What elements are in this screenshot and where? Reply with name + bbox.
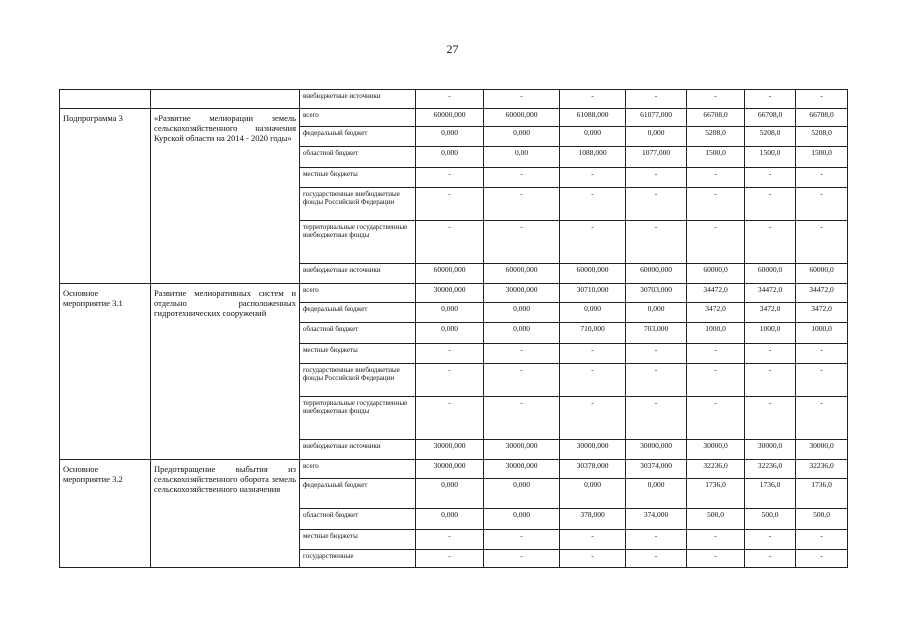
value-cell: -: [626, 550, 687, 568]
value-cell: 0,000: [560, 479, 626, 509]
value-cell: -: [560, 344, 626, 364]
funding-source: территориальные государственные внебюджетные фонды: [300, 397, 416, 440]
program-name: Основное мероприятие 3.1: [60, 284, 151, 460]
value-cell: -: [484, 188, 560, 221]
value-cell: 0,000: [560, 303, 626, 323]
value-cell: -: [484, 550, 560, 568]
table-row: [60, 284, 848, 303]
value-cell: -: [560, 188, 626, 221]
value-cell: -: [484, 344, 560, 364]
value-cell: 30000,000: [484, 460, 560, 479]
program-title: «Развитие мелиорации земель сельскохозяйственного назначения Курской области на 2014 - 2020 годы»: [151, 109, 300, 284]
value-cell: -: [796, 168, 848, 188]
value-cell: -: [745, 397, 796, 440]
funding-source: местные бюджеты: [300, 530, 416, 550]
value-cell: 32236,0: [796, 460, 848, 479]
value-cell: -: [745, 530, 796, 550]
value-cell: -: [416, 364, 484, 397]
value-cell: -: [416, 397, 484, 440]
value-cell: -: [687, 168, 745, 188]
value-cell: 0,000: [416, 303, 484, 323]
value-cell: 60000,0: [796, 264, 848, 284]
funding-source: федеральный бюджет: [300, 479, 416, 509]
value-cell: -: [796, 530, 848, 550]
value-cell: -: [745, 344, 796, 364]
value-cell: -: [745, 188, 796, 221]
value-cell: 60000,000: [626, 264, 687, 284]
value-cell: 30000,000: [416, 284, 484, 303]
value-cell: 30000,000: [626, 440, 687, 460]
value-cell: -: [796, 344, 848, 364]
value-cell: 378,000: [560, 509, 626, 530]
value-cell: -: [796, 550, 848, 568]
value-cell: 60000,000: [560, 264, 626, 284]
value-cell: 1077,000: [626, 147, 687, 168]
value-cell: 3472,0: [796, 303, 848, 323]
value-cell: 60000,000: [484, 109, 560, 127]
value-cell: 60000,0: [687, 264, 745, 284]
funding-source: местные бюджеты: [300, 344, 416, 364]
value-cell: 30000,000: [416, 460, 484, 479]
value-cell: -: [416, 550, 484, 568]
value-cell: 0,000: [484, 323, 560, 344]
value-cell: 30374,000: [626, 460, 687, 479]
page-number: 27: [446, 42, 459, 56]
value-cell: 60000,000: [484, 264, 560, 284]
value-cell: 1500,0: [687, 147, 745, 168]
value-cell: 30000,000: [416, 440, 484, 460]
value-cell: 0,000: [484, 127, 560, 147]
value-cell: -: [416, 344, 484, 364]
value-cell: 61088,000: [560, 109, 626, 127]
value-cell: 66708,0: [796, 109, 848, 127]
value-cell: -: [484, 364, 560, 397]
value-cell: 0,000: [626, 127, 687, 147]
funding-source: всего: [300, 109, 416, 127]
value-cell: -: [560, 90, 626, 109]
value-cell: -: [416, 90, 484, 109]
value-cell: 710,000: [560, 323, 626, 344]
table-row: [60, 460, 848, 479]
value-cell: -: [626, 221, 687, 264]
value-cell: 66708,0: [745, 109, 796, 127]
value-cell: 5208,0: [796, 127, 848, 147]
value-cell: 1088,000: [560, 147, 626, 168]
funding-source: внебюджетные источники: [300, 264, 416, 284]
value-cell: 500,0: [796, 509, 848, 530]
value-cell: 1500,0: [745, 147, 796, 168]
value-cell: 30000,000: [560, 440, 626, 460]
value-cell: 0,000: [626, 303, 687, 323]
value-cell: -: [745, 550, 796, 568]
value-cell: 500,0: [687, 509, 745, 530]
funding-source: областной бюджет: [300, 323, 416, 344]
value-cell: 0,000: [416, 323, 484, 344]
value-cell: -: [416, 530, 484, 550]
value-cell: 0,000: [484, 509, 560, 530]
value-cell: 5208,0: [745, 127, 796, 147]
value-cell: 1000,0: [687, 323, 745, 344]
value-cell: 30000,000: [484, 284, 560, 303]
value-cell: -: [626, 168, 687, 188]
value-cell: 30000,0: [687, 440, 745, 460]
value-cell: 34472,0: [745, 284, 796, 303]
value-cell: -: [745, 168, 796, 188]
value-cell: 0,000: [484, 479, 560, 509]
funding-source: территориальные государственные внебюджетные фонды: [300, 221, 416, 264]
value-cell: 60000,000: [416, 109, 484, 127]
value-cell: 30378,000: [560, 460, 626, 479]
value-cell: -: [687, 364, 745, 397]
value-cell: -: [687, 550, 745, 568]
value-cell: -: [796, 221, 848, 264]
value-cell: 1000,0: [796, 323, 848, 344]
value-cell: -: [687, 188, 745, 221]
value-cell: 0,000: [560, 127, 626, 147]
value-cell: -: [626, 90, 687, 109]
value-cell: 500,0: [745, 509, 796, 530]
value-cell: -: [626, 364, 687, 397]
value-cell: 30000,000: [484, 440, 560, 460]
value-cell: -: [687, 397, 745, 440]
funding-source: государственные внебюджетные фонды Российской Федерации: [300, 188, 416, 221]
value-cell: 34472,0: [796, 284, 848, 303]
value-cell: -: [796, 188, 848, 221]
value-cell: -: [560, 550, 626, 568]
value-cell: 1736,0: [745, 479, 796, 509]
value-cell: -: [796, 397, 848, 440]
value-cell: 0,000: [626, 479, 687, 509]
funding-source: всего: [300, 460, 416, 479]
value-cell: -: [484, 90, 560, 109]
value-cell: 703,000: [626, 323, 687, 344]
value-cell: 0,000: [416, 147, 484, 168]
row-name-cell: [60, 90, 151, 109]
value-cell: 1500,0: [796, 147, 848, 168]
value-cell: -: [416, 168, 484, 188]
value-cell: 0,000: [416, 479, 484, 509]
value-cell: -: [745, 221, 796, 264]
funding-source: государственные внебюджетные фонды Российской Федерации: [300, 364, 416, 397]
value-cell: -: [796, 364, 848, 397]
value-cell: -: [687, 530, 745, 550]
value-cell: 1000,0: [745, 323, 796, 344]
value-cell: -: [626, 344, 687, 364]
value-cell: -: [626, 530, 687, 550]
value-cell: -: [484, 530, 560, 550]
value-cell: 0,000: [416, 509, 484, 530]
value-cell: -: [484, 397, 560, 440]
value-cell: -: [560, 168, 626, 188]
value-cell: 5208,0: [687, 127, 745, 147]
value-cell: 30710,000: [560, 284, 626, 303]
program-name: Основное мероприятие 3.2: [60, 460, 151, 568]
value-cell: 60000,000: [416, 264, 484, 284]
value-cell: 61077,000: [626, 109, 687, 127]
value-cell: -: [626, 188, 687, 221]
value-cell: 1736,0: [796, 479, 848, 509]
funding-source: областной бюджет: [300, 147, 416, 168]
funding-source: внебюджетные источники: [300, 440, 416, 460]
funding-source: местные бюджеты: [300, 168, 416, 188]
table-body: [60, 90, 848, 568]
value-cell: -: [560, 530, 626, 550]
value-cell: 66708,0: [687, 109, 745, 127]
value-cell: 32236,0: [687, 460, 745, 479]
funding-source: федеральный бюджет: [300, 303, 416, 323]
value-cell: -: [560, 397, 626, 440]
funding-table: [59, 89, 848, 568]
value-cell: 34472,0: [687, 284, 745, 303]
value-cell: -: [416, 221, 484, 264]
program-title: Предотвращение выбытия из сельскохозяйственного оборота земель сельскохозяйственного назначения: [151, 460, 300, 568]
funding-source: государственные: [300, 550, 416, 568]
value-cell: -: [687, 221, 745, 264]
value-cell: -: [687, 90, 745, 109]
value-cell: -: [416, 188, 484, 221]
funding-source: всего: [300, 284, 416, 303]
funding-source: внебюджетные источники: [300, 90, 416, 109]
table-row: [60, 90, 848, 109]
value-cell: -: [626, 397, 687, 440]
value-cell: -: [745, 364, 796, 397]
value-cell: 30000,0: [745, 440, 796, 460]
value-cell: -: [484, 168, 560, 188]
table-row: [60, 109, 848, 127]
value-cell: 32236,0: [745, 460, 796, 479]
value-cell: 1736,0: [687, 479, 745, 509]
value-cell: -: [796, 90, 848, 109]
value-cell: 30703,000: [626, 284, 687, 303]
value-cell: 0,000: [484, 303, 560, 323]
value-cell: -: [687, 344, 745, 364]
value-cell: 30000,0: [796, 440, 848, 460]
value-cell: -: [484, 221, 560, 264]
value-cell: 374,000: [626, 509, 687, 530]
value-cell: -: [560, 364, 626, 397]
value-cell: 0,000: [416, 127, 484, 147]
program-name: Подпрограмма 3: [60, 109, 151, 284]
value-cell: -: [745, 90, 796, 109]
value-cell: 60000,0: [745, 264, 796, 284]
value-cell: 0,00: [484, 147, 560, 168]
value-cell: 3472,0: [745, 303, 796, 323]
value-cell: -: [560, 221, 626, 264]
row-title-cell: [151, 90, 300, 109]
program-title: Развитие мелиоративных систем и отдельно расположенных гидротехнических сооружений: [151, 284, 300, 460]
value-cell: 3472,0: [687, 303, 745, 323]
funding-source: федеральный бюджет: [300, 127, 416, 147]
funding-source: областной бюджет: [300, 509, 416, 530]
